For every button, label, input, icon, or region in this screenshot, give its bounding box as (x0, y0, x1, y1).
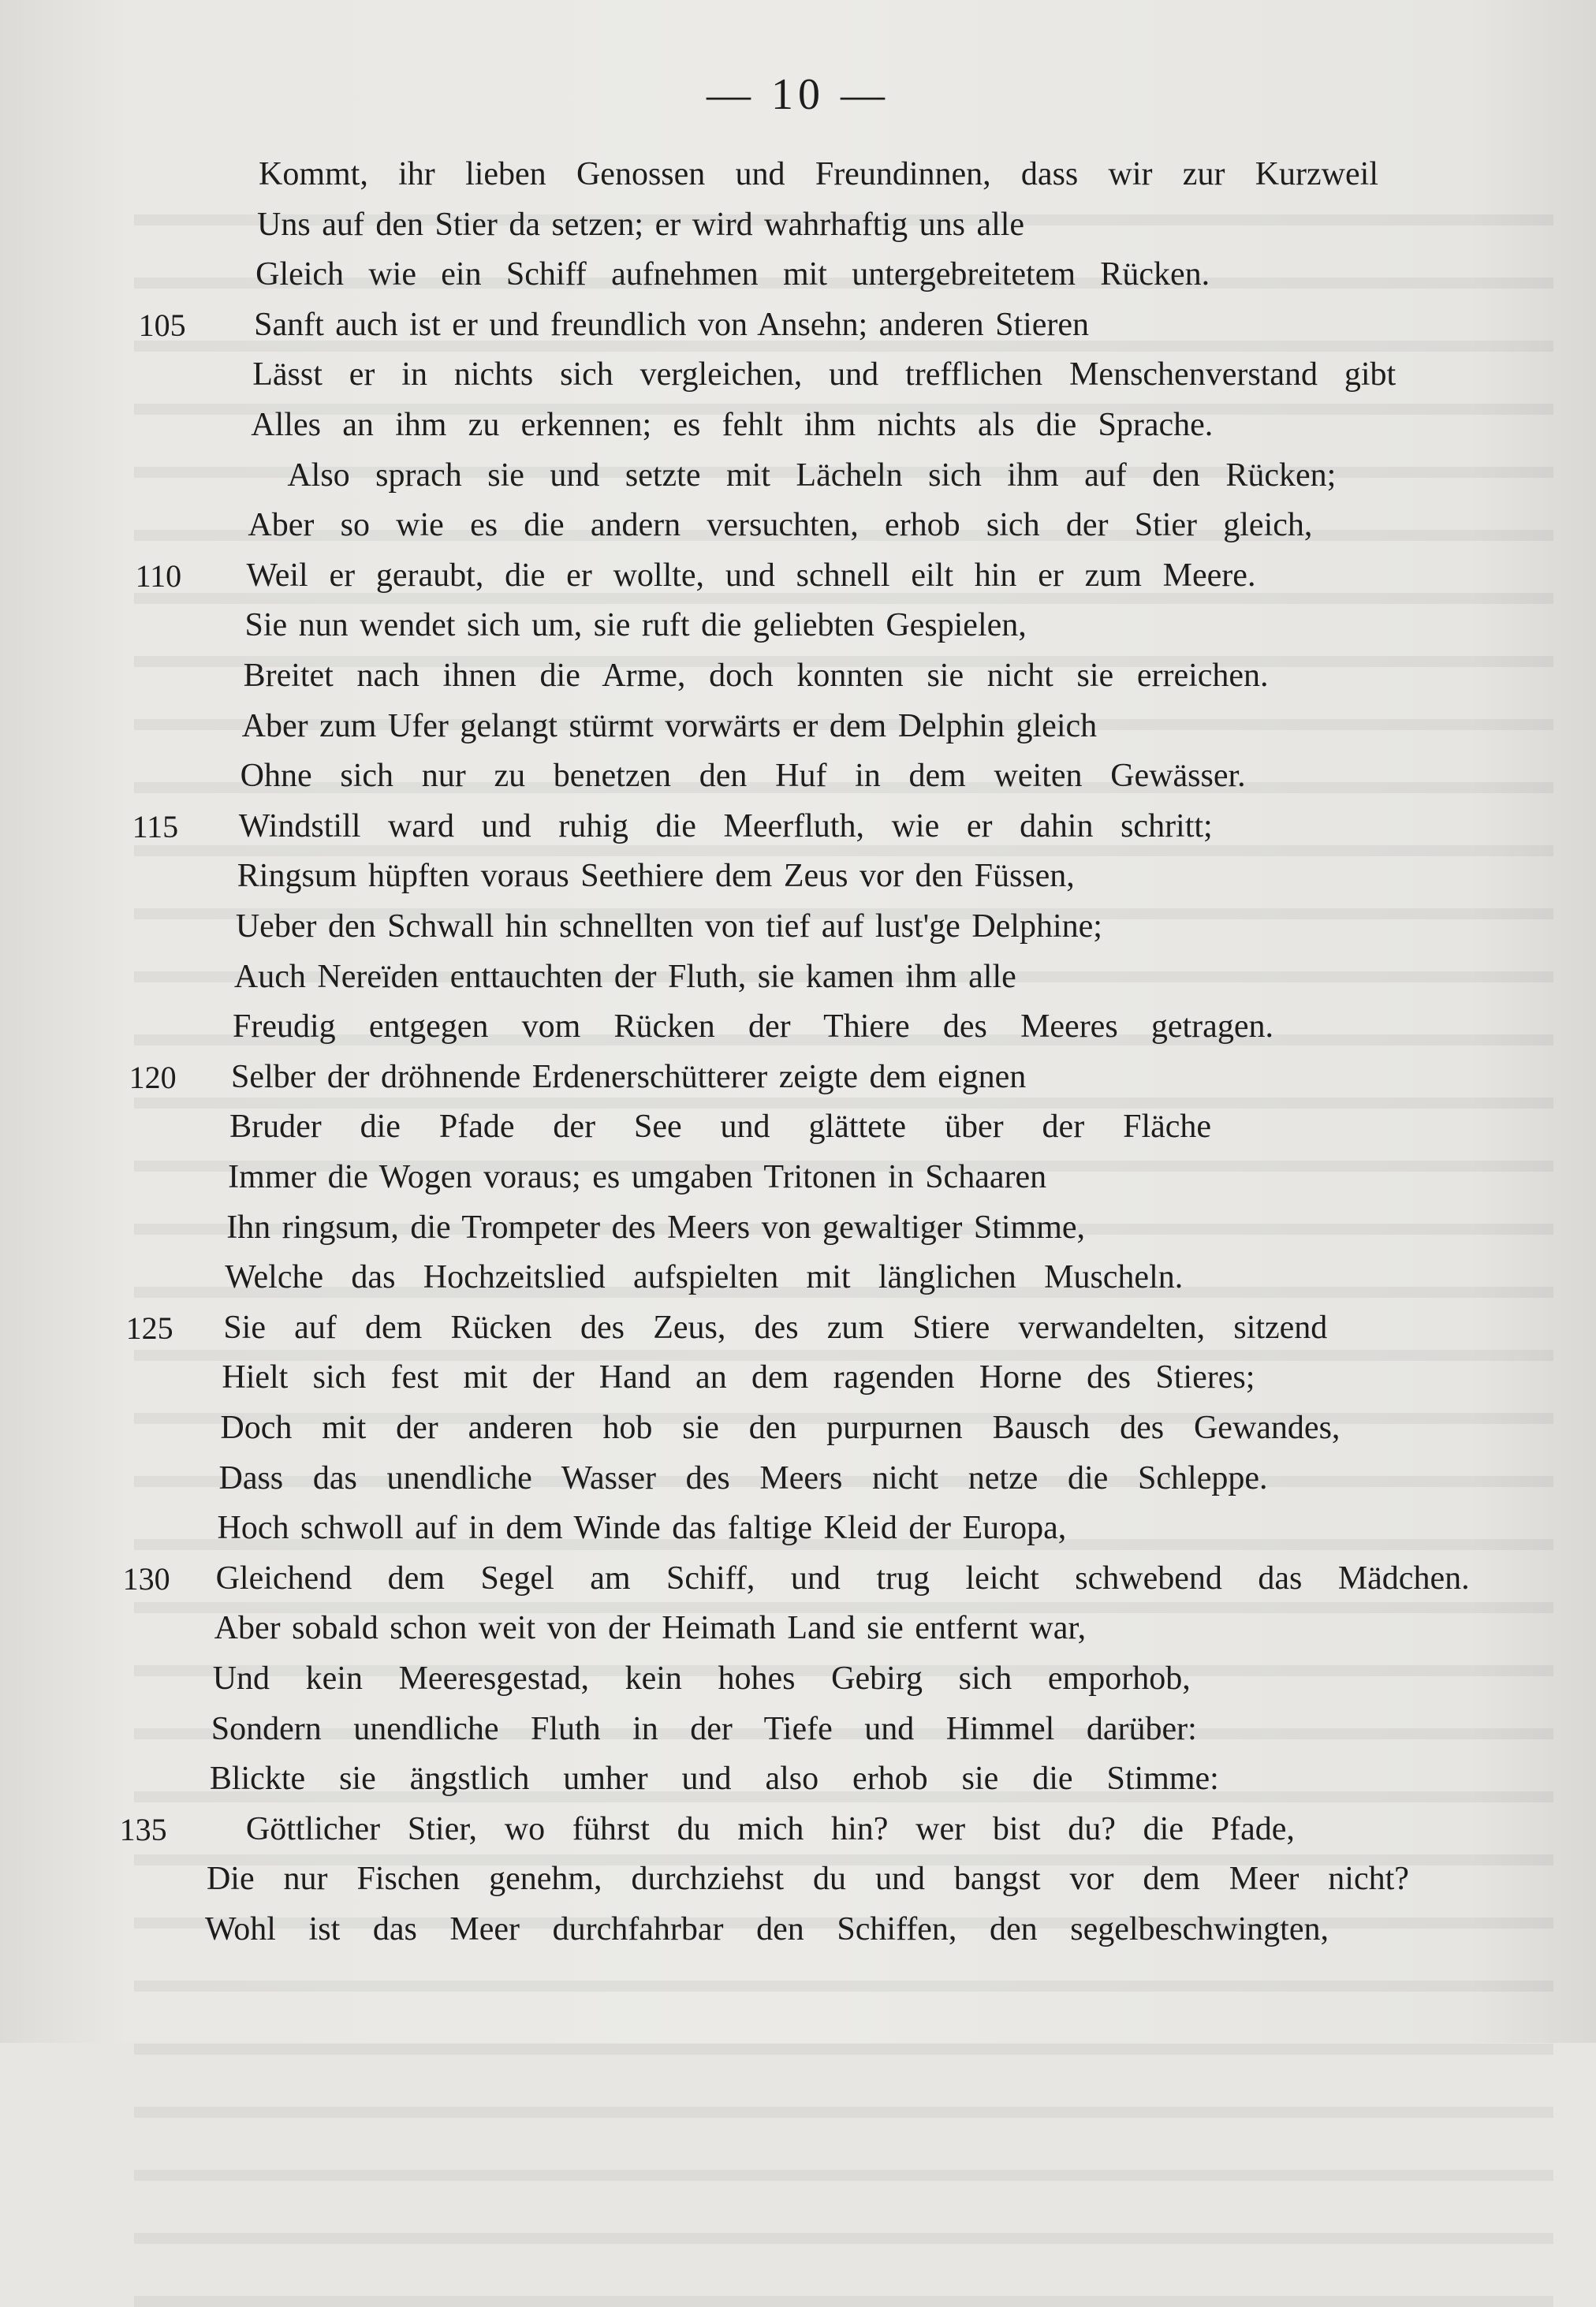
line-number: 125 (125, 1310, 173, 1346)
verse-line: Göttlicher Stier, wo führst du mich hin? wer bist du? die Pfade, (245, 1810, 1295, 1847)
verse-line: Aber zum Ufer gelangt stürmt vorwärts er dem Delphin gleich (241, 707, 1098, 744)
verse-line: Sie auf dem Rücken des Zeus, des zum Stiere verwandelten, sitzend (223, 1309, 1328, 1346)
verse-line: Weil er geraubt, die er wollte, und schnell eilt hin er zum Meere. (246, 557, 1256, 594)
verse-line: Uns auf den Stier da setzen; er wird wahrhaftig uns alle (257, 206, 1025, 243)
verse-line: Bruder die Pfade der See und glättete über der Fläche (229, 1109, 1212, 1146)
verse-line: Ihn ringsum, die Trompeter des Meers von gewaltiger Stimme, (226, 1209, 1086, 1246)
verse-line: Kommt, ihr lieben Genossen und Freundinnen, dass wir zur Kurzweil (259, 156, 1378, 192)
verse-line: Also sprach sie und setzte mit Lächeln sich ihm auf den Rücken; (287, 457, 1337, 494)
verse-line: Wohl ist das Meer durchfahrbar den Schiffen, den segelbeschwingten, (205, 1911, 1329, 1947)
verse-line: Breitet nach ihnen die Arme, doch konnten sie nicht sie erreichen. (243, 658, 1269, 694)
verse-line: Hoch schwoll auf in dem Winde das faltige Kleid der Europa, (217, 1510, 1067, 1547)
line-number: 120 (129, 1059, 177, 1095)
verse-line: Doch mit der anderen hob sie den purpurnen Bausch des Gewandes, (220, 1410, 1341, 1446)
verse-line: Und kein Meeresgestad, kein hohes Gebirg sich emporhob, (212, 1660, 1191, 1697)
line-number: 115 (132, 808, 179, 844)
line-number: 110 (135, 557, 182, 594)
verse-line: Lässt er in nichts sich vergleichen, und trefflichen Menschenverstand gibt (252, 356, 1396, 393)
line-number: 135 (119, 1811, 167, 1847)
verse-line: Gleich wie ein Schiff aufnehmen mit untergebreitetem Rücken. (255, 256, 1210, 293)
verse-line: Auch Nereïden enttauchten der Fluth, sie kamen ihm alle (233, 958, 1016, 995)
verse-line: Die nur Fischen genehm, durchziehst du und bangst vor dem Meer nicht? (206, 1861, 1409, 1898)
verse-line: Welche das Hochzeitslied aufspielten mit länglichen Muscheln. (225, 1259, 1184, 1296)
verse-line: Dass das unendliche Wasser des Meers nicht netze die Schleppe. (218, 1459, 1268, 1496)
verse-line: Freudig entgegen vom Rücken der Thiere des Meeres getragen. (232, 1008, 1273, 1045)
verse-line: Ohne sich nur zu benetzen den Huf in dem weiten Gewässer. (240, 758, 1246, 795)
verse-line: Sanft auch ist er und freundlich von Ansehn; anderen Stieren (254, 306, 1090, 343)
verse-line: Hielt sich fest mit der Hand an dem ragenden Horne des Stieres; (222, 1359, 1255, 1396)
verse-line: Alles an ihm zu erkennen; es fehlt ihm nichts als die Sprache. (251, 407, 1214, 443)
page-number: — 10 — (707, 70, 889, 119)
verse-line: Sondern unendliche Fluth in der Tiefe und Himmel darüber: (211, 1710, 1197, 1747)
verse-line: Blickte sie ängstlich umher und also erhob sie die Stimme: (209, 1761, 1219, 1798)
line-number: 130 (122, 1560, 170, 1597)
verse-line: Aber so wie es die andern versuchten, erhob sich der Stier gleich, (248, 507, 1313, 544)
line-number: 105 (138, 307, 186, 343)
verse-line: Windstill ward und ruhig die Meerfluth, wie er dahin schritt; (238, 807, 1213, 844)
verse-line: Selber der dröhnende Erdenerschütterer zeigte dem eignen (231, 1058, 1027, 1095)
verse-line: Gleichend dem Segel am Schiff, und trug leicht schwebend das Mädchen. (215, 1560, 1470, 1597)
verse-line: Immer die Wogen voraus; es umgaben Tritonen in Schaaren (228, 1159, 1047, 1195)
verse-line: Ringsum hüpften voraus Seethiere dem Zeus vor den Füssen, (237, 858, 1075, 895)
verse-line: Ueber den Schwall hin schnellten von tief auf lust'ge Delphine; (235, 908, 1102, 945)
verse-line: Sie nun wendet sich um, sie ruft die geliebten Gespielen, (244, 607, 1027, 644)
verse-line: Aber sobald schon weit von der Heimath Land sie entfernt war, (214, 1610, 1087, 1647)
